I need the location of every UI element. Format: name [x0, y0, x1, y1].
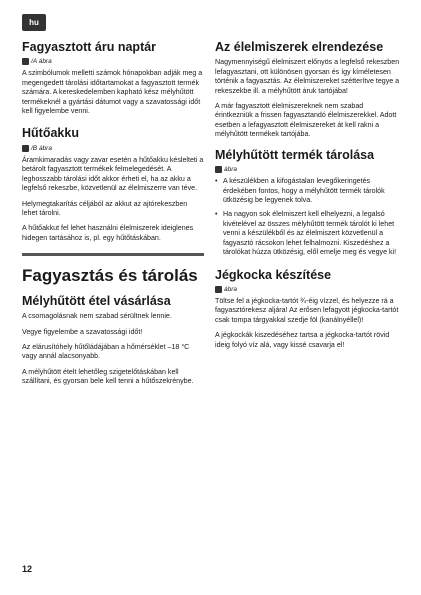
buying-p2: Vegye figyelembe a szavatossági időt! — [22, 327, 143, 336]
language-tab: hu — [22, 14, 46, 31]
cold-pack-p1: Áramkimaradás vagy zavar esetén a hűtőakku késlelteti a betárolt fagyasztott termékek felmelegedését. A leghosszabb tárolási időt akkor érheti el, ha az akku a legfelső rekeszbe, közvetlenül az élelmiszerre van téve. — [22, 155, 204, 193]
ice-figure-label: ábra — [224, 285, 238, 293]
cold-pack-p2: Helymegtakarítás céljából az akkut az ajtórekeszben lehet tárolni. — [22, 199, 188, 217]
ice-p2: A jégkockák kiszedéséhez tartsa a jégkocka-tartót rövid ideig folyó víz alá, vagy kissé csavarja el! — [215, 331, 390, 349]
ice-p1: Töltse fel a jégkocka-tartót ¾-éig vízzel, és helyezze rá a fagyasztórekesz aljára! Az erősen lefagyott jégkocka-tartót csak tompa tárgyakkal szedje föl (kanálnyéllel)! — [215, 296, 399, 324]
ice-heading: Jégkocka készítése — [215, 267, 332, 282]
food-p1: Nagymennyiségű élelmiszert előnyös a legfelső rekeszben lefagyasztani, ott különösen gyorsan és így kíméletesen történik a fagyasztás. Az élelmiszereket szétterítve tegye a rekeszekbe ill. a mélyhűtött áruk tartójába! — [215, 58, 400, 95]
cold-pack-figure-label: /B ábra — [31, 144, 52, 152]
calendar-heading: Fagyasztott áru naptár — [22, 40, 157, 54]
storage-figure-label: ábra — [224, 166, 238, 174]
calendar-figure-ref — [22, 58, 204, 65]
buying-p4: A mélyhűtött ételt lehetőleg szigetelőtáskában kell szállítani, és gyorsan bele kell tenni a hűtőszekrénybe. — [22, 367, 194, 386]
cold-pack-figure-ref — [22, 145, 204, 152]
right-column — [215, 40, 400, 356]
ice-figure-ref — [215, 286, 400, 293]
buying-p3: Az elárusítóhely hűtőládájában a hőmérséklet –18 °C vagy annál alacsonyabb. — [22, 343, 190, 361]
section-title: Fagyasztás és tárolás — [22, 266, 198, 286]
storage-heading: Mélyhűtött termék tárolása — [215, 147, 375, 162]
food-p2: A már fagyasztott élelmiszereknek nem szabad érintkezniük a frissen fagyasztandó élelmiszerekkel. Adott esetben a lefagyasztott élelmiszereket át kell rakni a mélyhűtött termékek tartójába. — [215, 102, 397, 139]
page-number: 12 — [22, 564, 33, 574]
cold-pack-p3: A hűtőakkut fel lehet használni élelmiszerek ideiglenes hidegen tartásához is, pl. egy hűtőtáskában. — [22, 224, 194, 242]
buying-heading: Mélyhűtött étel vásárlása — [22, 293, 171, 308]
figure-icon — [22, 58, 29, 65]
figure-icon — [215, 166, 222, 173]
storage-bullet-1: • A készülékben a kifogástalan levegőkeringetés érdekében fontos, hogy a mélyhűtött termék tárolók ütközésig be legyenek tolva. — [215, 177, 400, 205]
section-divider — [22, 253, 204, 256]
figure-icon — [215, 286, 222, 293]
calendar-figure-label: /A ábra — [31, 58, 52, 66]
figure-icon — [22, 145, 29, 152]
buying-p1: A csomagolásnak nem szabad sérültnek lennie. — [22, 312, 172, 321]
food-heading: Az élelmiszerek elrendezése — [215, 40, 384, 54]
left-column — [22, 40, 204, 393]
cold-pack-heading: Hűtőakku — [22, 126, 79, 141]
storage-bullet-2: • Ha nagyon sok élelmiszert kell elhelyezni, a legalsó kivételével az összes mélyhűtött termék tárolót ki lehet venni a készülékből és az élelmiszert közvetlenül a fagyasztó rácsokon lehet felhalmozni. Kiszedéshez a tárolókat húzza ütközésig, elől emelje meg és vegye ki! — [215, 210, 400, 257]
storage-figure-ref — [215, 166, 400, 173]
calendar-text: A szimbólumok melletti számok hónapokban adják meg a megengedett tárolási időtartamokat a fagyasztott termék számára. A kereskedelemben kapható kész mélyhűtött termékeknél a gyártási dátumot vagy a szavatossági időt kell figyelembe venni. — [22, 69, 203, 116]
